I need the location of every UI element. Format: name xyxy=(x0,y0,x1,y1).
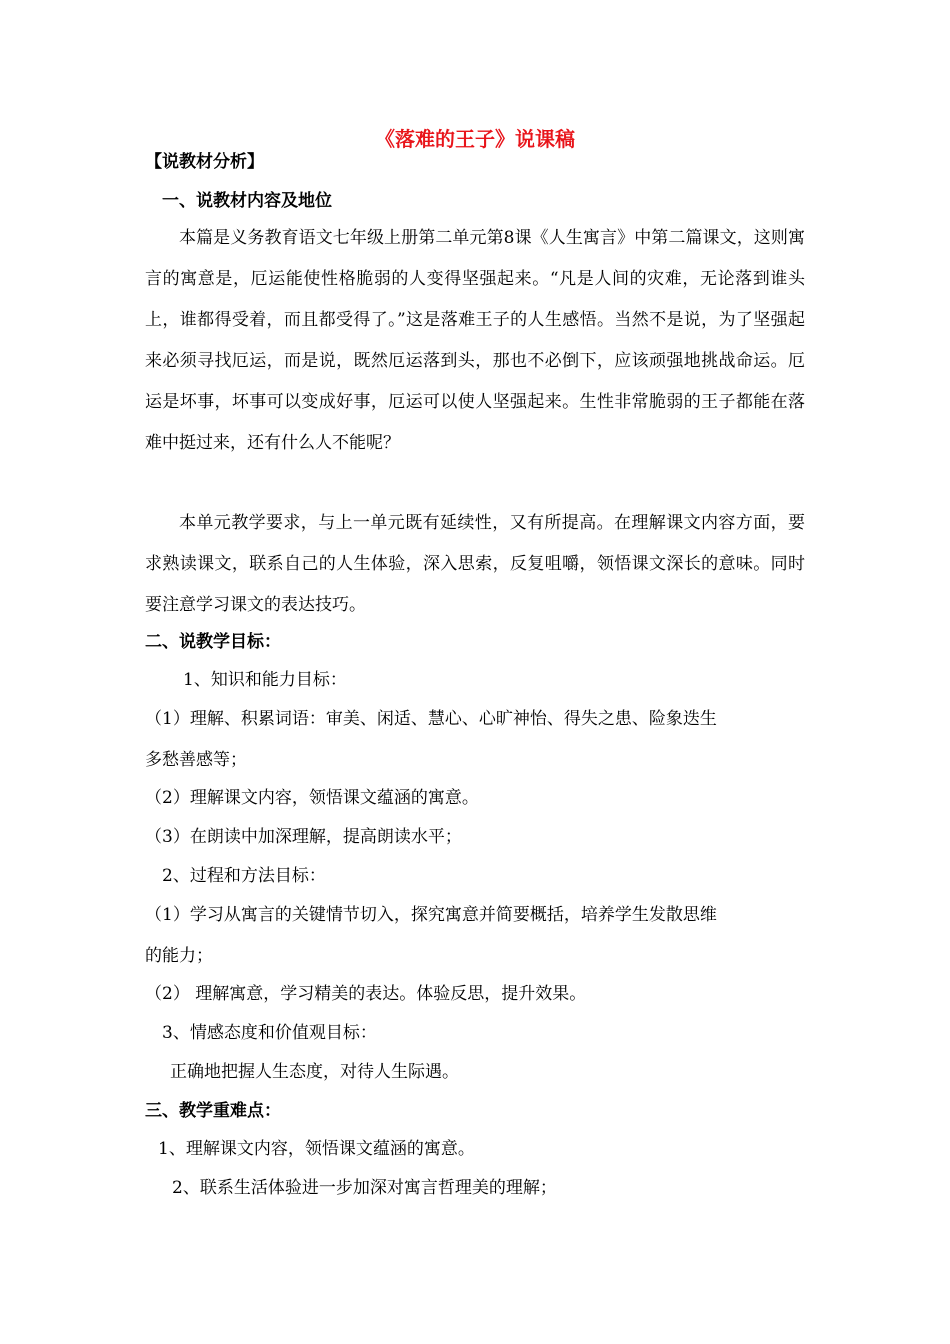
paragraph-unit-requirements: 本单元教学要求，与上一单元既有延续性，又有所提高。在理解课文内容方面，要求熟读课文，联系自己的人生体验，深入思索，反复咀嚼，领悟课文深长的意味。同时要注意学习课文的表达技巧。 xyxy=(145,513,805,615)
heading-content-position: 一、说教材内容及地位 xyxy=(162,191,332,211)
key-point-1: 1、理解课文内容，领悟课文蕴涵的寓意。 xyxy=(158,1139,475,1159)
heading-key-difficult: 三、教学重难点： xyxy=(145,1101,281,1121)
goal-item-plot-cont: 的能力； xyxy=(145,946,213,966)
goal-item-plot: （1）学习从寓言的关键情节切入，探究寓意并简要概括，培养学生发散思维 xyxy=(145,905,717,925)
goal-item-vocabulary-cont: 多愁善感等； xyxy=(145,750,247,770)
goal-item-vocabulary: （1）理解、积累词语：审美、闲适、慧心、心旷神怡、得失之患、险象迭生 xyxy=(145,709,717,729)
paragraph-content: 本篇是义务教育语文七年级上册第二单元第8课《人生寓言》中第二篇课文，这则寓言的寓意是，厄运能使性格脆弱的人变得坚强起来。“凡是人间的灾难，无论落到谁头上，谁都得受着，而且都受得了。”这是落难王子的人生感悟。当然不是说，为了坚强起来必须寻找厄运，而是说，既然厄运落到头，那也不必倒下，应该顽强地挑战命运。厄运是坏事，坏事可以变成好事，厄运可以使人坚强起来。生性非常脆弱的王子都能在落难中挺过来，还有什么人不能呢？ xyxy=(145,228,805,453)
section-analysis-heading: 【说教材分析】 xyxy=(145,152,264,172)
goal-process-method: 2、过程和方法目标： xyxy=(162,866,326,886)
document-title: 《落难的王子》说课稿 xyxy=(375,127,575,151)
goal-item-expression: （2） 理解寓意，学习精美的表达。体验反思，提升效果。 xyxy=(145,984,587,1004)
goal-item-reading: （3）在朗读中加深理解，提高朗读水平； xyxy=(145,827,462,847)
heading-teaching-goals: 二、说教学目标： xyxy=(145,632,281,652)
goal-item-understand: （2）理解课文内容，领悟课文蕴涵的寓意。 xyxy=(145,788,479,808)
goal-emotion-values: 3、情感态度和价值观目标： xyxy=(162,1023,377,1043)
goal-knowledge-ability: 1、知识和能力目标： xyxy=(183,670,347,690)
key-point-2: 2、联系生活体验进一步加深对寓言哲理美的理解； xyxy=(172,1178,557,1198)
goal-emotion-text: 正确地把握人生态度，对待人生际遇。 xyxy=(170,1062,459,1082)
